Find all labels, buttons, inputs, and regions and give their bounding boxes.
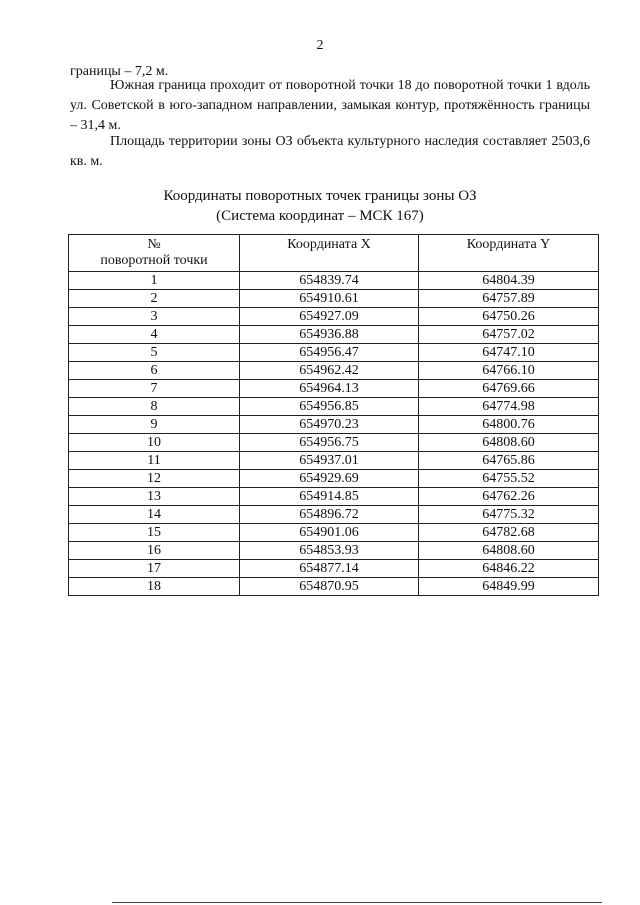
cell-coordinate-y: 64808.60 — [419, 434, 599, 452]
cell-coordinate-y: 64774.98 — [419, 398, 599, 416]
table-row — [69, 470, 599, 488]
cell-point-number: 1 — [69, 272, 240, 290]
page-number: 2 — [316, 38, 324, 53]
table-row — [69, 560, 599, 578]
cell-point-number: 2 — [69, 290, 240, 308]
cell-point-number: 13 — [69, 488, 240, 506]
table-row — [69, 398, 599, 416]
cell-point-number: 11 — [69, 452, 240, 470]
cell-coordinate-x: 654896.72 — [240, 506, 419, 524]
cell-coordinate-x: 654929.69 — [240, 470, 419, 488]
cell-point-number: 18 — [69, 578, 240, 596]
cell-coordinate-y: 64757.89 — [419, 290, 599, 308]
paragraph-south-border: Южная граница проходит от поворотной точки 18 до поворотной точки 1 вдоль ул. Советской в юго-западном направлении, замыкая контур, протяжённость границы – 31,4 м. — [70, 78, 590, 133]
table-caption-line2: (Система координат – МСК 167) — [216, 208, 424, 224]
header-coordinate-y: Координата Y — [419, 235, 599, 272]
cell-coordinate-y: 64762.26 — [419, 488, 599, 506]
table-row — [69, 524, 599, 542]
table-row — [69, 344, 599, 362]
table-header-row — [69, 235, 599, 272]
cell-coordinate-y: 64755.52 — [419, 470, 599, 488]
cell-coordinate-x: 654956.85 — [240, 398, 419, 416]
cell-coordinate-x: 654937.01 — [240, 452, 419, 470]
cell-coordinate-x: 654927.09 — [240, 308, 419, 326]
table-row — [69, 308, 599, 326]
cell-point-number: 6 — [69, 362, 240, 380]
cell-coordinate-y: 64750.26 — [419, 308, 599, 326]
cell-point-number: 10 — [69, 434, 240, 452]
cell-coordinate-y: 64804.39 — [419, 272, 599, 290]
table-row — [69, 362, 599, 380]
header-point-number — [69, 235, 240, 272]
cell-coordinate-x: 654964.13 — [240, 380, 419, 398]
cell-coordinate-y: 64849.99 — [419, 578, 599, 596]
cell-coordinate-x: 654853.93 — [240, 542, 419, 560]
table-row — [69, 488, 599, 506]
header-coordinate-x: Координата X — [240, 235, 419, 272]
cell-coordinate-y: 64846.22 — [419, 560, 599, 578]
cell-coordinate-x: 654962.42 — [240, 362, 419, 380]
table-row — [69, 542, 599, 560]
cell-coordinate-y: 64766.10 — [419, 362, 599, 380]
cell-coordinate-x: 654839.74 — [240, 272, 419, 290]
table-row — [69, 326, 599, 344]
cell-point-number: 7 — [69, 380, 240, 398]
table-row — [69, 416, 599, 434]
cell-coordinate-x: 654877.14 — [240, 560, 419, 578]
table-row — [69, 578, 599, 596]
cell-point-number: 3 — [69, 308, 240, 326]
cell-point-number: 17 — [69, 560, 240, 578]
coordinates-table — [68, 234, 599, 596]
cell-point-number: 15 — [69, 524, 240, 542]
cell-coordinate-y: 64800.76 — [419, 416, 599, 434]
table-row — [69, 272, 599, 290]
paragraph-zone-area: Площадь территории зоны ОЗ объекта культурного наследия составляет 2503,6 кв. м. — [70, 134, 590, 169]
table-row — [69, 452, 599, 470]
table-row — [69, 380, 599, 398]
cell-coordinate-x: 654956.75 — [240, 434, 419, 452]
table-body — [69, 272, 599, 596]
cell-point-number: 4 — [69, 326, 240, 344]
cell-coordinate-x: 654970.23 — [240, 416, 419, 434]
table-caption — [0, 186, 640, 226]
cell-point-number: 16 — [69, 542, 240, 560]
cell-point-number: 12 — [69, 470, 240, 488]
cell-coordinate-y: 64769.66 — [419, 380, 599, 398]
cell-coordinate-x: 654936.88 — [240, 326, 419, 344]
table-row — [69, 290, 599, 308]
cell-coordinate-x: 654901.06 — [240, 524, 419, 542]
cell-point-number: 9 — [69, 416, 240, 434]
cell-point-number: 14 — [69, 506, 240, 524]
table-row — [69, 506, 599, 524]
cell-coordinate-y: 64775.32 — [419, 506, 599, 524]
cell-point-number: 5 — [69, 344, 240, 362]
cell-coordinate-x: 654956.47 — [240, 344, 419, 362]
cell-coordinate-y: 64782.68 — [419, 524, 599, 542]
table-caption-line1: Координаты поворотных точек границы зоны ОЗ — [163, 188, 477, 204]
table-row — [69, 434, 599, 452]
header-point-number-line1: № — [147, 237, 161, 252]
cell-coordinate-y: 64747.10 — [419, 344, 599, 362]
cell-coordinate-x: 654914.85 — [240, 488, 419, 506]
header-point-number-line2: поворотной точки — [100, 253, 208, 268]
footer-divider — [112, 902, 602, 903]
cell-coordinate-x: 654870.95 — [240, 578, 419, 596]
cell-coordinate-y: 64757.02 — [419, 326, 599, 344]
cell-point-number: 8 — [69, 398, 240, 416]
cell-coordinate-y: 64765.86 — [419, 452, 599, 470]
cell-coordinate-x: 654910.61 — [240, 290, 419, 308]
cell-coordinate-y: 64808.60 — [419, 542, 599, 560]
paragraph-border-length: границы – 7,2 м. — [70, 64, 169, 79]
